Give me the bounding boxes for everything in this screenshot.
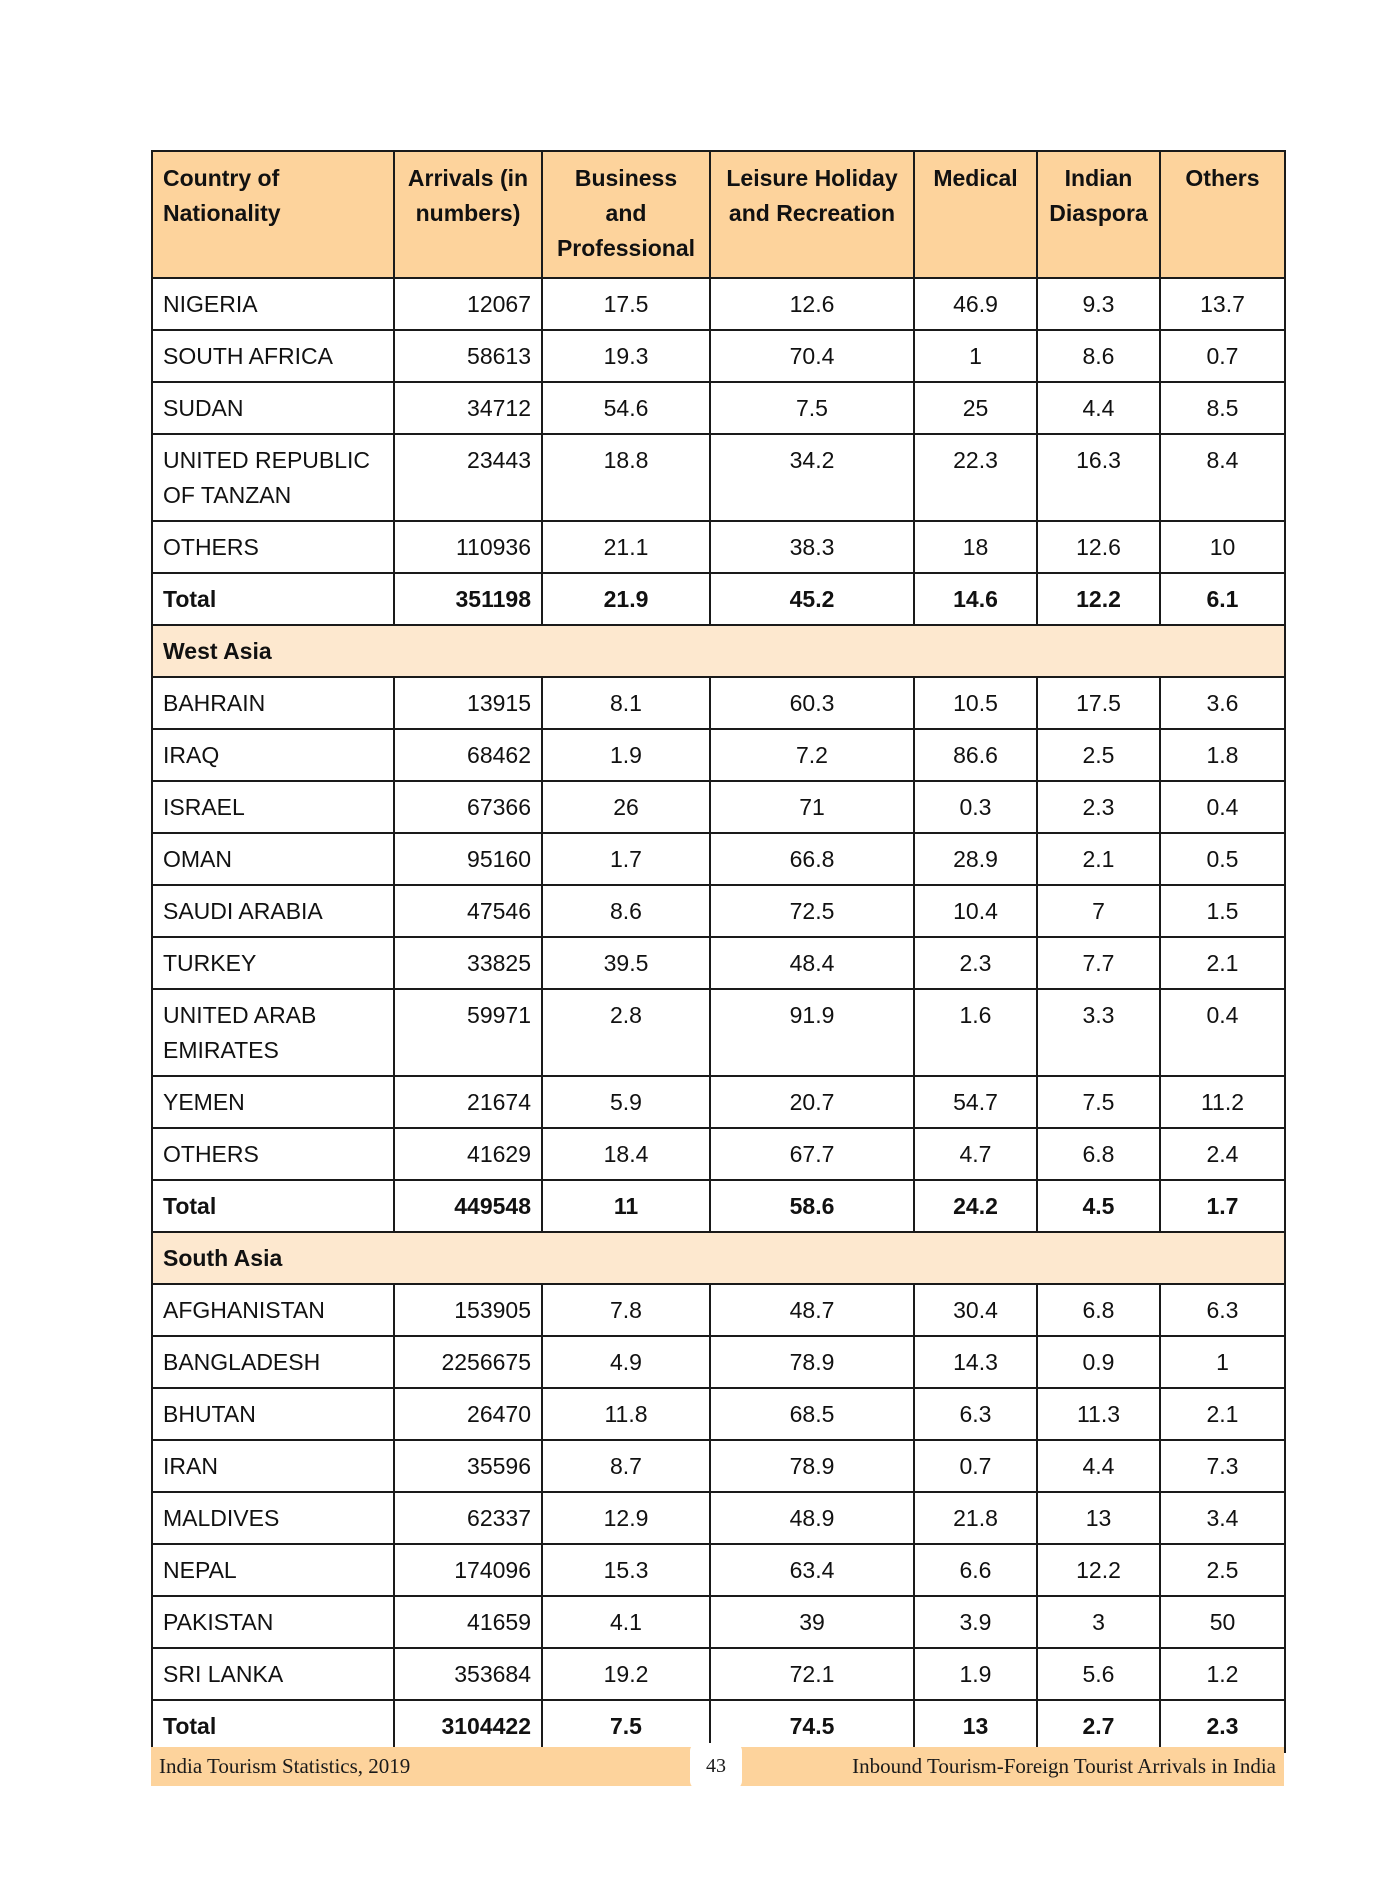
medical-percent-cell: 4.7 bbox=[914, 1128, 1037, 1180]
header-leisure-line1: Leisure Holiday bbox=[726, 165, 898, 191]
business-percent-cell: 21.1 bbox=[542, 521, 710, 573]
arrivals-cell: 62337 bbox=[394, 1492, 542, 1544]
table-row bbox=[152, 1128, 1285, 1180]
country-cell bbox=[152, 885, 394, 937]
leisure-percent-cell: 45.2 bbox=[710, 573, 914, 625]
country-cell bbox=[152, 330, 394, 382]
footer-section-title: Inbound Tourism-Foreign Tourist Arrivals in India bbox=[852, 1754, 1276, 1778]
country-name: MALDIVES bbox=[163, 1505, 280, 1531]
others-percent-cell: 8.4 bbox=[1160, 434, 1285, 521]
table-row bbox=[152, 1336, 1285, 1388]
medical-percent-cell: 1.6 bbox=[914, 989, 1037, 1076]
table-row bbox=[152, 434, 1285, 521]
arrivals-cell: 47546 bbox=[394, 885, 542, 937]
table-body bbox=[152, 278, 1285, 1752]
others-percent-cell: 2.4 bbox=[1160, 1128, 1285, 1180]
header-medical-line1: Medical bbox=[933, 165, 1018, 191]
leisure-percent-cell: 68.5 bbox=[710, 1388, 914, 1440]
business-percent-cell: 7.5 bbox=[542, 1700, 710, 1752]
table-row bbox=[152, 1492, 1285, 1544]
arrivals-cell: 351198 bbox=[394, 573, 542, 625]
header-arrivals-line2: numbers) bbox=[415, 200, 521, 226]
table-row bbox=[152, 382, 1285, 434]
table-row bbox=[152, 521, 1285, 573]
business-percent-cell: 4.1 bbox=[542, 1596, 710, 1648]
country-name: OTHERS bbox=[163, 534, 259, 560]
country-cell bbox=[152, 382, 394, 434]
leisure-percent-cell: 70.4 bbox=[710, 330, 914, 382]
header-arrivals bbox=[394, 151, 542, 278]
others-percent-cell: 1 bbox=[1160, 1336, 1285, 1388]
country-cell bbox=[152, 989, 394, 1076]
others-percent-cell: 8.5 bbox=[1160, 382, 1285, 434]
country-cell bbox=[152, 1544, 394, 1596]
medical-percent-cell: 2.3 bbox=[914, 937, 1037, 989]
medical-percent-cell: 3.9 bbox=[914, 1596, 1037, 1648]
arrivals-cell: 68462 bbox=[394, 729, 542, 781]
table-row bbox=[152, 330, 1285, 382]
business-percent-cell: 15.3 bbox=[542, 1544, 710, 1596]
business-percent-cell: 54.6 bbox=[542, 382, 710, 434]
business-percent-cell: 8.7 bbox=[542, 1440, 710, 1492]
country-name: SUDAN bbox=[163, 395, 244, 421]
leisure-percent-cell: 78.9 bbox=[710, 1336, 914, 1388]
leisure-percent-cell: 78.9 bbox=[710, 1440, 914, 1492]
diaspora-percent-cell: 6.8 bbox=[1037, 1128, 1160, 1180]
country-name: UNITED ARAB bbox=[163, 1002, 317, 1028]
diaspora-percent-cell: 17.5 bbox=[1037, 677, 1160, 729]
leisure-percent-cell: 58.6 bbox=[710, 1180, 914, 1232]
diaspora-percent-cell: 0.9 bbox=[1037, 1336, 1160, 1388]
footer-publication-title: India Tourism Statistics, 2019 bbox=[159, 1754, 411, 1778]
header-business bbox=[542, 151, 710, 278]
medical-percent-cell: 1 bbox=[914, 330, 1037, 382]
arrivals-cell: 174096 bbox=[394, 1544, 542, 1596]
business-percent-cell: 12.9 bbox=[542, 1492, 710, 1544]
arrivals-by-purpose-table bbox=[151, 150, 1286, 1753]
medical-percent-cell: 6.6 bbox=[914, 1544, 1037, 1596]
others-percent-cell: 0.4 bbox=[1160, 989, 1285, 1076]
table-row bbox=[152, 729, 1285, 781]
country-name: PAKISTAN bbox=[163, 1609, 274, 1635]
diaspora-percent-cell: 12.2 bbox=[1037, 1544, 1160, 1596]
leisure-percent-cell: 48.7 bbox=[710, 1284, 914, 1336]
country-cell bbox=[152, 1336, 394, 1388]
business-percent-cell: 7.8 bbox=[542, 1284, 710, 1336]
medical-percent-cell: 86.6 bbox=[914, 729, 1037, 781]
arrivals-cell: 21674 bbox=[394, 1076, 542, 1128]
medical-percent-cell: 6.3 bbox=[914, 1388, 1037, 1440]
table-row bbox=[152, 989, 1285, 1076]
table-row bbox=[152, 1648, 1285, 1700]
diaspora-percent-cell: 13 bbox=[1037, 1492, 1160, 1544]
country-name: NIGERIA bbox=[163, 291, 258, 317]
table-row bbox=[152, 278, 1285, 330]
country-name: BAHRAIN bbox=[163, 690, 266, 716]
medical-percent-cell: 14.6 bbox=[914, 573, 1037, 625]
others-percent-cell: 6.1 bbox=[1160, 573, 1285, 625]
business-percent-cell: 1.7 bbox=[542, 833, 710, 885]
header-medical bbox=[914, 151, 1037, 278]
table-header bbox=[152, 151, 1285, 278]
country-name: BHUTAN bbox=[163, 1401, 256, 1427]
table-row bbox=[152, 885, 1285, 937]
medical-percent-cell: 0.7 bbox=[914, 1440, 1037, 1492]
medical-percent-cell: 10.4 bbox=[914, 885, 1037, 937]
business-percent-cell: 8.1 bbox=[542, 677, 710, 729]
medical-percent-cell: 46.9 bbox=[914, 278, 1037, 330]
arrivals-cell: 3104422 bbox=[394, 1700, 542, 1752]
others-percent-cell: 2.3 bbox=[1160, 1700, 1285, 1752]
diaspora-percent-cell: 5.6 bbox=[1037, 1648, 1160, 1700]
page-number: 43 bbox=[690, 1743, 742, 1789]
medical-percent-cell: 1.9 bbox=[914, 1648, 1037, 1700]
header-leisure-line2: and Recreation bbox=[728, 200, 896, 226]
business-percent-cell: 18.8 bbox=[542, 434, 710, 521]
medical-percent-cell: 21.8 bbox=[914, 1492, 1037, 1544]
diaspora-percent-cell: 2.3 bbox=[1037, 781, 1160, 833]
others-percent-cell: 13.7 bbox=[1160, 278, 1285, 330]
country-name: YEMEN bbox=[163, 1089, 245, 1115]
diaspora-percent-cell: 4.5 bbox=[1037, 1180, 1160, 1232]
others-percent-cell: 3.4 bbox=[1160, 1492, 1285, 1544]
business-percent-cell: 17.5 bbox=[542, 278, 710, 330]
leisure-percent-cell: 60.3 bbox=[710, 677, 914, 729]
country-name: ISRAEL bbox=[163, 794, 245, 820]
others-percent-cell: 1.2 bbox=[1160, 1648, 1285, 1700]
business-percent-cell: 2.8 bbox=[542, 989, 710, 1076]
header-diaspora-line2: Diaspora bbox=[1049, 200, 1148, 226]
medical-percent-cell: 30.4 bbox=[914, 1284, 1037, 1336]
country-name: BANGLADESH bbox=[163, 1349, 321, 1375]
table-row bbox=[152, 781, 1285, 833]
region-name: West Asia bbox=[152, 625, 1285, 677]
leisure-percent-cell: 38.3 bbox=[710, 521, 914, 573]
medical-percent-cell: 25 bbox=[914, 382, 1037, 434]
leisure-percent-cell: 48.4 bbox=[710, 937, 914, 989]
table-row bbox=[152, 1388, 1285, 1440]
arrivals-cell: 353684 bbox=[394, 1648, 542, 1700]
total-row bbox=[152, 573, 1285, 625]
others-percent-cell: 6.3 bbox=[1160, 1284, 1285, 1336]
page-footer bbox=[151, 1747, 1284, 1786]
diaspora-percent-cell: 8.6 bbox=[1037, 330, 1160, 382]
leisure-percent-cell: 67.7 bbox=[710, 1128, 914, 1180]
country-name: SRI LANKA bbox=[163, 1661, 284, 1687]
header-others-line1: Others bbox=[1185, 165, 1260, 191]
region-header-row bbox=[152, 625, 1285, 677]
others-percent-cell: 2.1 bbox=[1160, 937, 1285, 989]
arrivals-cell: 35596 bbox=[394, 1440, 542, 1492]
header-diaspora bbox=[1037, 151, 1160, 278]
region-name: South Asia bbox=[152, 1232, 1285, 1284]
others-percent-cell: 1.7 bbox=[1160, 1180, 1285, 1232]
country-cell bbox=[152, 937, 394, 989]
medical-percent-cell: 28.9 bbox=[914, 833, 1037, 885]
country-name: TURKEY bbox=[163, 950, 257, 976]
business-percent-cell: 21.9 bbox=[542, 573, 710, 625]
others-percent-cell: 2.5 bbox=[1160, 1544, 1285, 1596]
country-name: NEPAL bbox=[163, 1557, 237, 1583]
leisure-percent-cell: 7.2 bbox=[710, 729, 914, 781]
region-header-row bbox=[152, 1232, 1285, 1284]
table-row bbox=[152, 677, 1285, 729]
diaspora-percent-cell: 12.2 bbox=[1037, 573, 1160, 625]
table-row bbox=[152, 937, 1285, 989]
others-percent-cell: 3.6 bbox=[1160, 677, 1285, 729]
business-percent-cell: 4.9 bbox=[542, 1336, 710, 1388]
header-business-line1: Business and bbox=[574, 165, 678, 226]
country-name: SAUDI ARABIA bbox=[163, 898, 323, 924]
arrivals-cell: 58613 bbox=[394, 330, 542, 382]
others-percent-cell: 0.4 bbox=[1160, 781, 1285, 833]
country-name: AFGHANISTAN bbox=[163, 1297, 325, 1323]
medical-percent-cell: 24.2 bbox=[914, 1180, 1037, 1232]
country-cell bbox=[152, 677, 394, 729]
business-percent-cell: 39.5 bbox=[542, 937, 710, 989]
total-row bbox=[152, 1180, 1285, 1232]
country-cell bbox=[152, 1648, 394, 1700]
country-name: UNITED REPUBLIC bbox=[163, 447, 371, 473]
others-percent-cell: 7.3 bbox=[1160, 1440, 1285, 1492]
country-cell bbox=[152, 781, 394, 833]
arrivals-cell: 26470 bbox=[394, 1388, 542, 1440]
diaspora-percent-cell: 4.4 bbox=[1037, 1440, 1160, 1492]
diaspora-percent-cell: 11.3 bbox=[1037, 1388, 1160, 1440]
country-cell bbox=[152, 1596, 394, 1648]
country-cell bbox=[152, 1076, 394, 1128]
medical-percent-cell: 54.7 bbox=[914, 1076, 1037, 1128]
others-percent-cell: 10 bbox=[1160, 521, 1285, 573]
business-percent-cell: 19.2 bbox=[542, 1648, 710, 1700]
arrivals-cell: 41629 bbox=[394, 1128, 542, 1180]
arrivals-cell: 110936 bbox=[394, 521, 542, 573]
country-cell bbox=[152, 434, 394, 521]
leisure-percent-cell: 39 bbox=[710, 1596, 914, 1648]
diaspora-percent-cell: 7 bbox=[1037, 885, 1160, 937]
header-others bbox=[1160, 151, 1285, 278]
header-country-line2: Nationality bbox=[163, 200, 281, 226]
table-row bbox=[152, 1544, 1285, 1596]
header-country-line1: Country of bbox=[163, 165, 280, 191]
medical-percent-cell: 0.3 bbox=[914, 781, 1037, 833]
arrivals-cell: 153905 bbox=[394, 1284, 542, 1336]
others-percent-cell: 0.7 bbox=[1160, 330, 1285, 382]
leisure-percent-cell: 34.2 bbox=[710, 434, 914, 521]
diaspora-percent-cell: 2.5 bbox=[1037, 729, 1160, 781]
country-name: IRAQ bbox=[163, 742, 220, 768]
country-cell bbox=[152, 729, 394, 781]
arrivals-cell: 23443 bbox=[394, 434, 542, 521]
country-name: OMAN bbox=[163, 846, 232, 872]
medical-percent-cell: 10.5 bbox=[914, 677, 1037, 729]
header-country bbox=[152, 151, 394, 278]
diaspora-percent-cell: 2.7 bbox=[1037, 1700, 1160, 1752]
country-name: Total bbox=[163, 586, 217, 612]
business-percent-cell: 26 bbox=[542, 781, 710, 833]
leisure-percent-cell: 72.5 bbox=[710, 885, 914, 937]
country-name-continued: EMIRATES bbox=[163, 1037, 279, 1063]
arrivals-cell: 59971 bbox=[394, 989, 542, 1076]
others-percent-cell: 0.5 bbox=[1160, 833, 1285, 885]
business-percent-cell: 18.4 bbox=[542, 1128, 710, 1180]
country-cell bbox=[152, 1284, 394, 1336]
country-cell bbox=[152, 573, 394, 625]
table-row bbox=[152, 1284, 1285, 1336]
header-leisure bbox=[710, 151, 914, 278]
diaspora-percent-cell: 7.7 bbox=[1037, 937, 1160, 989]
leisure-percent-cell: 66.8 bbox=[710, 833, 914, 885]
diaspora-percent-cell: 9.3 bbox=[1037, 278, 1160, 330]
table-row bbox=[152, 1076, 1285, 1128]
others-percent-cell: 1.8 bbox=[1160, 729, 1285, 781]
others-percent-cell: 1.5 bbox=[1160, 885, 1285, 937]
country-cell bbox=[152, 521, 394, 573]
arrivals-cell: 2256675 bbox=[394, 1336, 542, 1388]
business-percent-cell: 8.6 bbox=[542, 885, 710, 937]
arrivals-cell: 33825 bbox=[394, 937, 542, 989]
diaspora-percent-cell: 3 bbox=[1037, 1596, 1160, 1648]
arrivals-cell: 12067 bbox=[394, 278, 542, 330]
arrivals-cell: 41659 bbox=[394, 1596, 542, 1648]
header-business-line2: Professional bbox=[556, 235, 696, 261]
diaspora-percent-cell: 2.1 bbox=[1037, 833, 1160, 885]
medical-percent-cell: 18 bbox=[914, 521, 1037, 573]
leisure-percent-cell: 72.1 bbox=[710, 1648, 914, 1700]
diaspora-percent-cell: 3.3 bbox=[1037, 989, 1160, 1076]
arrivals-cell: 34712 bbox=[394, 382, 542, 434]
table-row bbox=[152, 833, 1285, 885]
diaspora-percent-cell: 7.5 bbox=[1037, 1076, 1160, 1128]
header-diaspora-line1: Indian bbox=[1064, 165, 1133, 191]
header-row bbox=[152, 151, 1285, 278]
table-row bbox=[152, 1596, 1285, 1648]
leisure-percent-cell: 12.6 bbox=[710, 278, 914, 330]
leisure-percent-cell: 7.5 bbox=[710, 382, 914, 434]
business-percent-cell: 11.8 bbox=[542, 1388, 710, 1440]
arrivals-cell: 449548 bbox=[394, 1180, 542, 1232]
country-cell bbox=[152, 1388, 394, 1440]
arrivals-cell: 95160 bbox=[394, 833, 542, 885]
others-percent-cell: 11.2 bbox=[1160, 1076, 1285, 1128]
country-name: SOUTH AFRICA bbox=[163, 343, 333, 369]
diaspora-percent-cell: 16.3 bbox=[1037, 434, 1160, 521]
country-cell bbox=[152, 1492, 394, 1544]
others-percent-cell: 2.1 bbox=[1160, 1388, 1285, 1440]
business-percent-cell: 5.9 bbox=[542, 1076, 710, 1128]
leisure-percent-cell: 20.7 bbox=[710, 1076, 914, 1128]
arrivals-cell: 13915 bbox=[394, 677, 542, 729]
diaspora-percent-cell: 12.6 bbox=[1037, 521, 1160, 573]
country-cell bbox=[152, 1180, 394, 1232]
table-row bbox=[152, 1440, 1285, 1492]
arrivals-cell: 67366 bbox=[394, 781, 542, 833]
header-arrivals-line1: Arrivals (in bbox=[407, 165, 529, 191]
medical-percent-cell: 13 bbox=[914, 1700, 1037, 1752]
leisure-percent-cell: 74.5 bbox=[710, 1700, 914, 1752]
leisure-percent-cell: 63.4 bbox=[710, 1544, 914, 1596]
diaspora-percent-cell: 6.8 bbox=[1037, 1284, 1160, 1336]
country-cell bbox=[152, 833, 394, 885]
country-cell bbox=[152, 1440, 394, 1492]
leisure-percent-cell: 48.9 bbox=[710, 1492, 914, 1544]
country-name: OTHERS bbox=[163, 1141, 259, 1167]
medical-percent-cell: 22.3 bbox=[914, 434, 1037, 521]
leisure-percent-cell: 71 bbox=[710, 781, 914, 833]
business-percent-cell: 19.3 bbox=[542, 330, 710, 382]
country-cell bbox=[152, 278, 394, 330]
country-name: Total bbox=[163, 1193, 217, 1219]
business-percent-cell: 11 bbox=[542, 1180, 710, 1232]
diaspora-percent-cell: 4.4 bbox=[1037, 382, 1160, 434]
country-cell bbox=[152, 1700, 394, 1752]
country-name: IRAN bbox=[163, 1453, 218, 1479]
medical-percent-cell: 14.3 bbox=[914, 1336, 1037, 1388]
country-cell bbox=[152, 1128, 394, 1180]
others-percent-cell: 50 bbox=[1160, 1596, 1285, 1648]
country-name: Total bbox=[163, 1713, 217, 1739]
leisure-percent-cell: 91.9 bbox=[710, 989, 914, 1076]
business-percent-cell: 1.9 bbox=[542, 729, 710, 781]
country-name-continued: OF TANZAN bbox=[163, 482, 292, 508]
